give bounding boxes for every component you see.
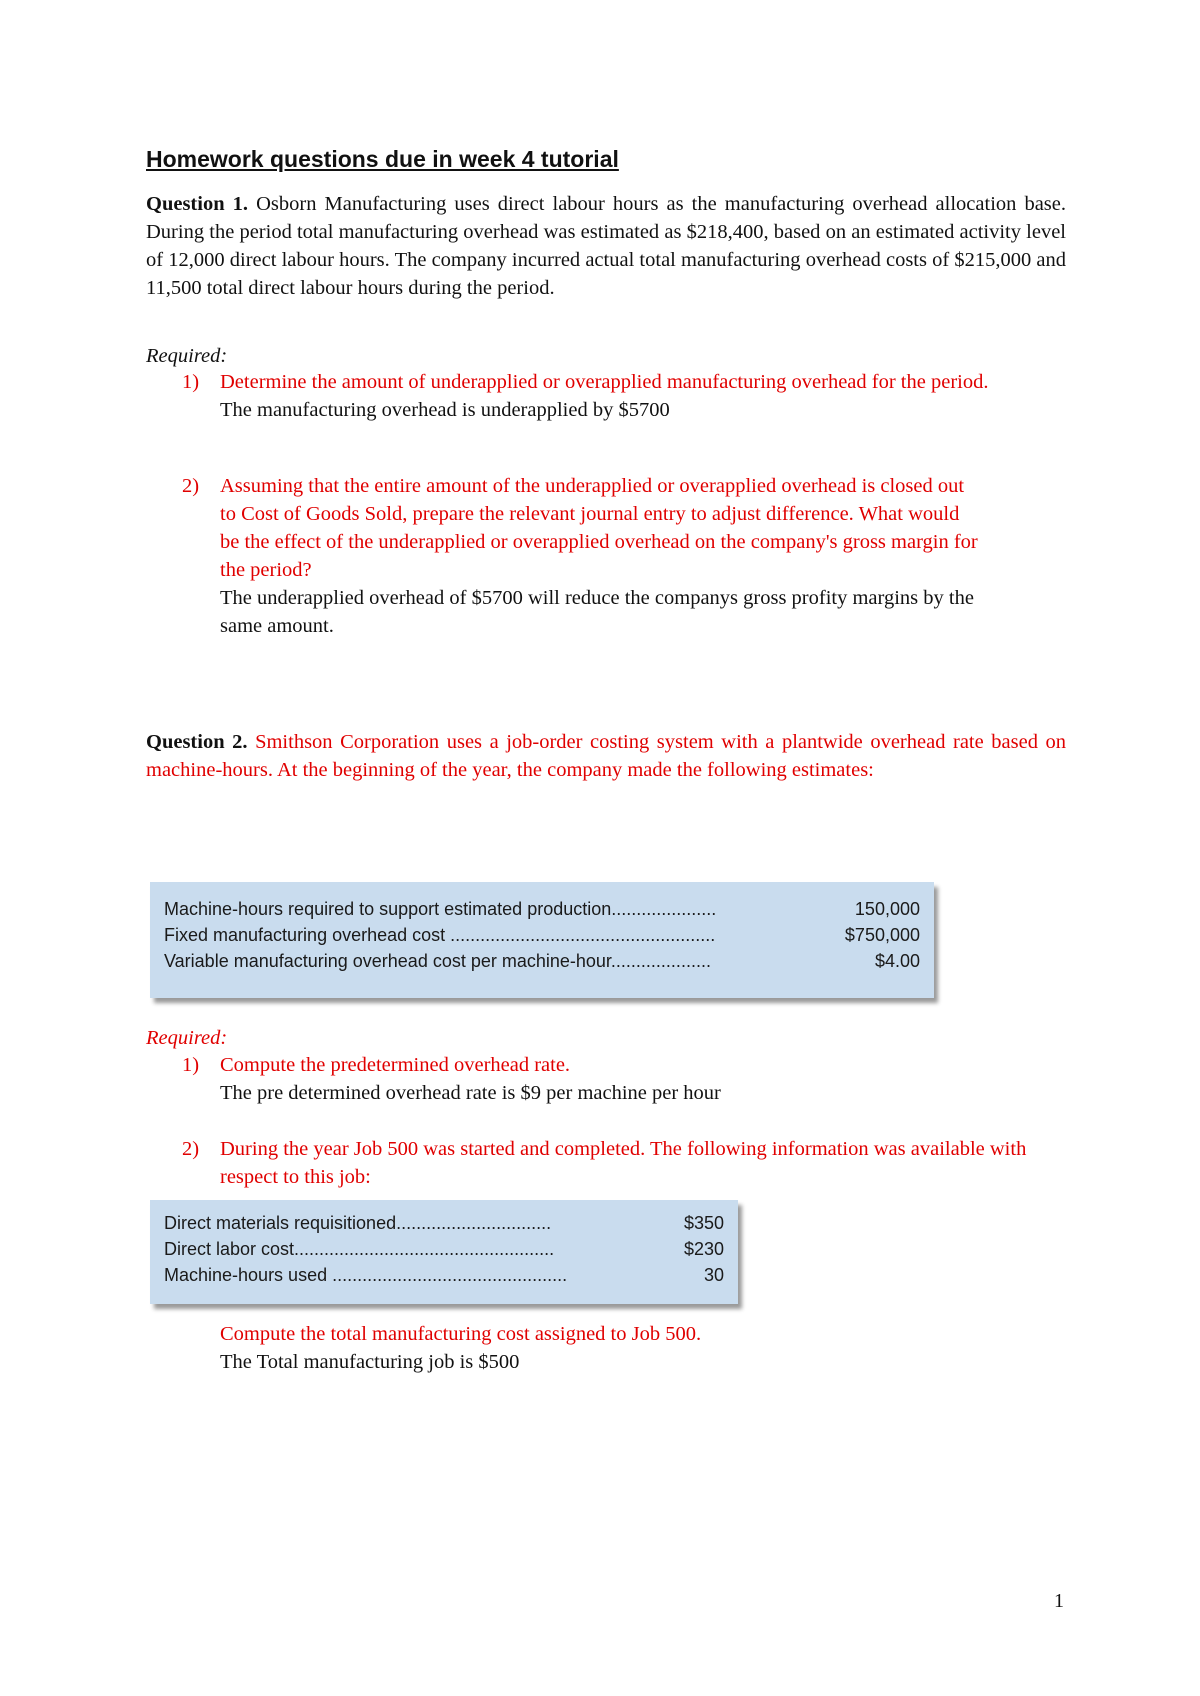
job-table [164, 1210, 724, 1288]
estimates-table [164, 896, 920, 974]
table-cell-value: $750,000 [844, 924, 920, 945]
estimates-table-box [150, 882, 934, 998]
question-2-label: Question 2. [146, 731, 248, 753]
table-cell-value: $350 [683, 1212, 724, 1233]
table-row [164, 1210, 724, 1236]
item-question: Assuming that the entire amount of the underapplied or overapplied overhead is closed out to Cost of Goods Sold, prepare the relevant journal entry to adjust difference. What would be the effect of the underapplied or overapplied overhead on the company's gross margin for the period? [220, 475, 978, 581]
table-row [164, 922, 920, 948]
item-question: Determine the amount of underapplied or overapplied manufacturing overhead for the period. [220, 371, 989, 393]
question-2-paragraph [146, 728, 1066, 784]
table-row [164, 1236, 724, 1262]
question-1-text: Osborn Manufacturing uses direct labour hours as the manufacturing overhead allocation base. During the period total manufacturing overhead was estimated as $218,400, based on an estimated activity level of 12,000 direct labour hours. The company incurred actual total manufacturing overhead costs of $215,000 and 11,500 total direct labour hours during the period. [146, 193, 1067, 299]
table-cell-label: Machine-hours used ............................................... [164, 1264, 568, 1285]
item-number: 2) [182, 1138, 200, 1160]
table-row [164, 896, 920, 922]
item-answer: The underapplied overhead of $5700 will reduce the companys gross profity margins by the same amount. [220, 587, 974, 637]
final-question: Compute the total manufacturing cost assigned to Job 500. [220, 1323, 702, 1345]
table-cell-value: 150,000 [854, 898, 920, 919]
question-2-item-1 [182, 1051, 1062, 1107]
question-2-text: Smithson Corporation uses a job-order costing system with a plantwide overhead rate based on machine-hours. At the beginning of the year, the company made the following estimates: [146, 731, 1066, 781]
question-1-item-1 [182, 368, 1062, 452]
item-question: During the year Job 500 was started and completed. The following information was available with respect to this job: [220, 1138, 1027, 1188]
question-2-final [182, 1320, 1062, 1376]
table-row [164, 1262, 724, 1288]
question-1-item-2 [182, 472, 1062, 642]
table-cell-label: Direct labor cost.................................................... [164, 1238, 555, 1259]
page-title: Homework questions due in week 4 tutorial [146, 146, 619, 172]
item-question: Compute the predetermined overhead rate. [220, 1054, 571, 1076]
item-number: 2) [182, 475, 200, 497]
item-answer: The pre determined overhead rate is $9 per machine per hour [220, 1082, 721, 1104]
final-answer: The Total manufacturing job is $500 [220, 1351, 520, 1373]
question-2-required: Required: [146, 1027, 228, 1049]
question-1-required: Required: [146, 345, 228, 367]
item-number: 1) [182, 1054, 200, 1076]
question-2-item-2 [182, 1135, 1062, 1191]
page-number: 1 [1054, 1590, 1064, 1612]
item-answer: The manufacturing overhead is underapplied by $5700 [220, 399, 670, 421]
table-row [164, 948, 920, 974]
table-cell-label: Direct materials requisitioned............................... [164, 1212, 552, 1233]
item-number: 1) [182, 371, 200, 393]
question-1-paragraph [146, 190, 1066, 302]
table-cell-value: $4.00 [874, 950, 920, 971]
question-1-label: Question 1. [146, 193, 249, 215]
table-cell-value: 30 [703, 1264, 724, 1285]
table-cell-label: Variable manufacturing overhead cost per machine-hour.................... [164, 950, 711, 971]
table-cell-value: $230 [683, 1238, 724, 1259]
table-cell-label: Machine-hours required to support estimated production..................... [164, 898, 717, 919]
table-cell-label: Fixed manufacturing overhead cost ..................................................... [164, 924, 716, 945]
job-table-box [150, 1200, 738, 1304]
